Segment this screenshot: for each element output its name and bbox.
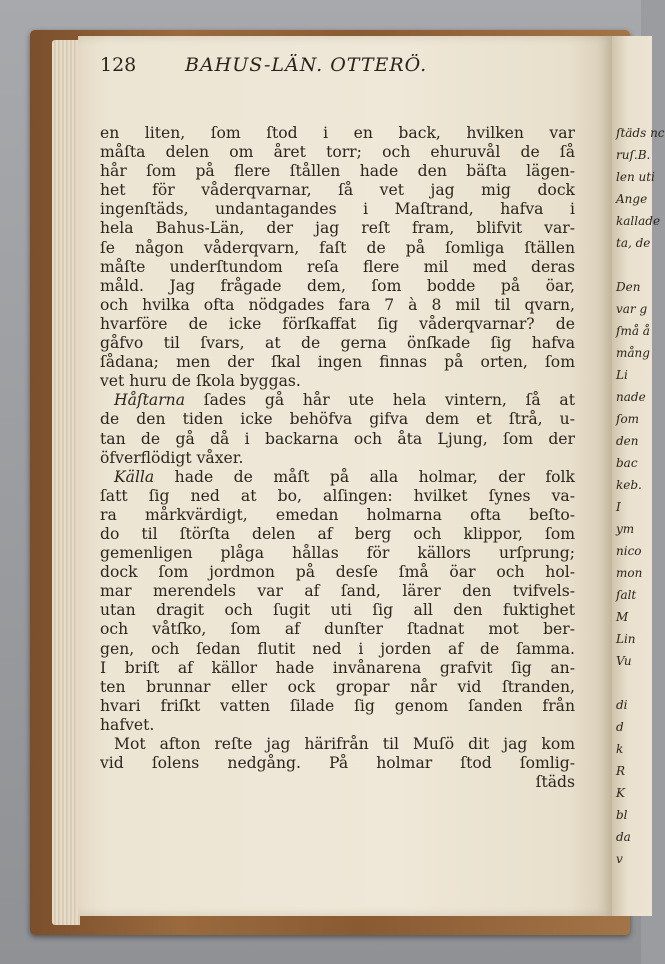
- line-text: hår ſom på flere ſtållen hade den bäſta lägen-: [100, 162, 575, 181]
- line-text: ſådana; men der ſkal ingen finnas på orten, ſom: [100, 353, 575, 372]
- text-line: [100, 544, 575, 563]
- text-line: [100, 430, 575, 449]
- line-text: I briſt af källor hade invånarena grafvit ſig an-: [100, 658, 575, 677]
- text-line: [100, 487, 575, 506]
- line-text: och hvilka ofta nödgades fara 7 à 8 mil til qvarn,: [100, 295, 575, 314]
- line-text: ten brunnar eller ock gropar når vid ſtranden,: [100, 677, 575, 696]
- facing-page-line: nade: [616, 390, 646, 404]
- facing-page-line: ſtäds nc: [616, 126, 665, 140]
- text-line: [100, 773, 575, 792]
- line-text: gåfvo til ſvars, at de gerna önſkade ſig hafva: [100, 334, 575, 353]
- text-line: [100, 334, 575, 353]
- line-text: gen, och ſedan flutit ned i jorden af de ſamma.: [100, 639, 575, 658]
- facing-page-line: k: [616, 742, 624, 756]
- facing-page-line: di: [616, 698, 628, 712]
- text-line: [100, 525, 575, 544]
- line-text: mar merendels var af ſand, lärer den tvifvels-: [100, 582, 575, 601]
- line-text: hvari friſkt vatten ſilade ſig genom ſanden från: [100, 696, 575, 715]
- running-head: BAHUS-LÄN. OTTERÖ.: [185, 54, 428, 76]
- facing-page-line: ſom: [616, 412, 640, 426]
- text-line: [100, 391, 575, 410]
- facing-page-line: den: [616, 434, 639, 448]
- facing-page-line: ta, de: [616, 236, 651, 250]
- facing-page-line: bac: [616, 456, 638, 470]
- text-line: [100, 143, 575, 162]
- text-line: [100, 506, 575, 525]
- line-text: ingenſtäds, undantagandes i Maſtrand, hafva i: [100, 200, 575, 219]
- facing-page-line: keb.: [616, 478, 642, 492]
- line-text: ra mårkvärdigt, emedan holmarna ofta beſto-: [100, 505, 575, 524]
- line-text: het för våderqvarnar, ſå vet jag mig dock: [100, 181, 575, 200]
- line-text: öfverflödigt våxer.: [100, 448, 244, 467]
- line-text: måſta delen om året torr; och ehuruvål de ſå: [100, 143, 575, 162]
- text-line: [100, 620, 575, 639]
- line-text: hela Bahus-Län, der jag reſt fram, blifvit var-: [100, 219, 575, 238]
- text-line: [100, 640, 575, 659]
- facing-page-line: ruſ.B.: [616, 148, 651, 162]
- text-line: [100, 162, 575, 181]
- text-line: [100, 468, 575, 487]
- facing-page-line: ſmå å: [616, 324, 650, 338]
- text-line: [100, 410, 575, 429]
- facing-page-line: Vu: [616, 654, 632, 668]
- line-text: de den tiden icke behöfva gifva dem et ſtrå, u-: [100, 410, 575, 429]
- facing-page-line: R: [616, 764, 626, 778]
- facing-page-line: nico: [616, 544, 642, 558]
- line-text: hafvet.: [100, 715, 155, 734]
- facing-page-line: var g: [616, 302, 648, 316]
- page-number: 128: [100, 54, 137, 76]
- text-line: [100, 735, 575, 754]
- facing-page-fragment: [612, 36, 665, 916]
- facing-page-line: ym: [616, 522, 635, 536]
- text-line: [100, 181, 575, 200]
- line-text: tan de gå då i backarna och åta Ljung, ſom der: [100, 429, 575, 448]
- line-text: måld. Jag frågade dem, ſom bodde på öar,: [100, 276, 575, 295]
- facing-page-line: Den: [616, 280, 641, 294]
- facing-page-line: len uti: [616, 170, 655, 184]
- line-text: och våtſko, ſom af dunſter ſtadnat mot ber-: [100, 620, 575, 639]
- italic-keyword: Källa: [114, 467, 155, 486]
- facing-page-line: d: [616, 720, 624, 734]
- facing-page-line: mon: [616, 566, 643, 580]
- text-line: [100, 582, 575, 601]
- line-text: gemenligen plåga hållas för källors urſprung;: [100, 544, 575, 563]
- facing-page-line: da: [616, 830, 631, 844]
- line-text: vet huru de ſkola byggas.: [100, 372, 301, 391]
- text-line: [100, 258, 575, 277]
- text-line: [100, 124, 575, 143]
- line-text: en liten, ſom ſtod i en back, hvilken var: [100, 124, 575, 142]
- page-header: [100, 54, 570, 84]
- facing-page-line: M: [616, 610, 629, 624]
- text-line: [100, 315, 575, 334]
- line-text: ſades gå hår ute hela vintern, ſå at: [185, 391, 575, 410]
- line-text: måſte underſtundom reſa flere mil med deras: [100, 257, 575, 276]
- text-line: [100, 659, 575, 678]
- line-text: do til ſtörſta delen af berg och klippor, ſom: [100, 524, 575, 543]
- facing-page-line: v: [616, 852, 623, 866]
- line-text: utan dragit och ſugit uti ſig all den fuktighet: [100, 601, 575, 620]
- line-text: ſe någon våderqvarn, faſt de på ſomliga ſtällen: [100, 238, 575, 257]
- line-text: dock ſom jordmon på desſe ſmå öar och hol-: [100, 563, 575, 582]
- text-line: [100, 697, 575, 716]
- facing-page-line: kallade: [616, 214, 661, 228]
- line-text: Mot afton reſte jag härifrån til Muſö dit jag kom: [114, 735, 575, 753]
- facing-page-line: Ange: [616, 192, 648, 206]
- body-text: [100, 124, 575, 792]
- text-line: [100, 372, 575, 391]
- page-edges: [52, 40, 80, 925]
- line-text: ſtäds: [535, 773, 575, 792]
- italic-keyword: Håſtarna: [114, 391, 186, 410]
- text-line: [100, 601, 575, 620]
- text-line: [100, 678, 575, 697]
- text-line: [100, 716, 575, 735]
- text-line: [100, 353, 575, 372]
- facing-page-line: Li: [616, 368, 628, 382]
- facing-page-line: Lin: [616, 632, 636, 646]
- facing-page-line: ſalt: [616, 588, 637, 602]
- facing-page-line: bl: [616, 808, 628, 822]
- text-line: [100, 200, 575, 219]
- line-text: ſatt ſig ned at bo, alſingen: hvilket ſynes va-: [100, 486, 575, 505]
- text-line: [100, 296, 575, 315]
- facing-page-line: I: [616, 500, 621, 514]
- facing-page-line: mång: [616, 346, 650, 360]
- line-text: hade de måſt på alla holmar, der folk: [154, 467, 575, 486]
- text-line: [100, 563, 575, 582]
- text-line: [100, 449, 575, 468]
- text-line: [100, 219, 575, 238]
- line-text: vid ſolens nedgång. På holmar ſtod ſomlig-: [100, 754, 575, 773]
- text-line: [100, 754, 575, 773]
- facing-page-line: K: [616, 786, 625, 800]
- text-line: [100, 239, 575, 258]
- text-line: [100, 277, 575, 296]
- line-text: hvarföre de icke förſkaffat ſig våderqvarnar? de: [100, 314, 575, 333]
